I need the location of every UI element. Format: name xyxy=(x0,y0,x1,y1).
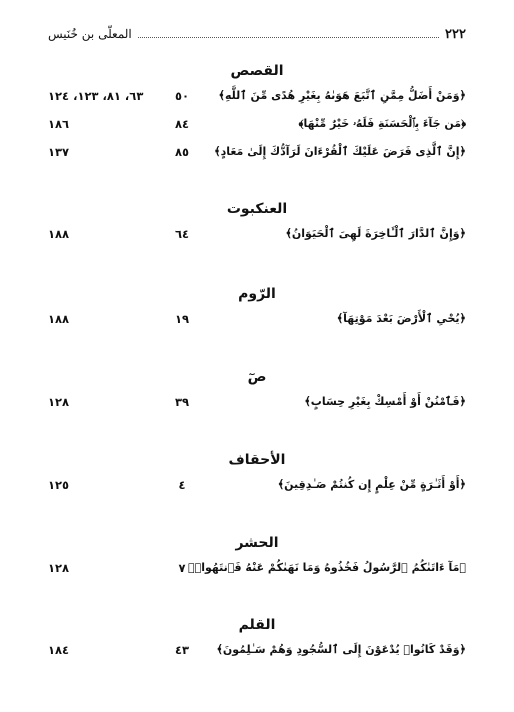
surah-title: العنكبوت xyxy=(226,201,288,217)
running-title: المعلّى بن خُنَيس xyxy=(48,27,132,41)
verse-text: ﴿مَآ ءَاتَىٰكُمُ ٱلرَّسُولُ فَخُذُوهُ وَمَا نَهَىٰكُمْ عَنْهُ فَٱنتَهُوا۟﴾ xyxy=(188,561,466,574)
header-dotted-leader xyxy=(138,37,439,38)
verse-row xyxy=(48,636,466,664)
surah-title: الرّوم xyxy=(238,286,276,302)
surah-title: صٓ xyxy=(247,369,267,385)
verse-text: ﴿يُحْىِ ٱلْأَرْضَ بَعْدَ مَوْتِهَآ﴾ xyxy=(336,312,466,325)
verse-text: ﴿وَإِنَّ ٱلدَّارَ ٱلْـَٔاخِرَةَ لَهِىَ ٱلْحَيَوَانُ﴾ xyxy=(285,227,466,240)
verse-text: ﴿مَن جَآءَ بِٱلْحَسَنَةِ فَلَهُۥ خَيْرٌ مِّنْهَا﴾ xyxy=(298,117,466,130)
surah-title: الحشر xyxy=(235,535,279,551)
verse-row xyxy=(48,305,466,333)
surah-section-ahqaf xyxy=(48,449,466,499)
ayah-number: ٤ xyxy=(178,478,186,492)
page-references: ١٢٨ xyxy=(48,395,70,409)
page-references: ٦٣، ٨١، ١٢٣، ١٢٤ xyxy=(48,89,144,103)
verse-row xyxy=(48,388,466,416)
verse-row xyxy=(48,220,466,248)
surah-section-rum xyxy=(48,283,466,333)
verse-row xyxy=(48,82,466,110)
surah-title: القصص xyxy=(230,63,284,79)
verse-text: ﴿إِنَّ ٱلَّذِى فَرَضَ عَلَيْكَ ٱلْقُرْءَانَ لَرَآدُّكَ إِلَىٰ مَعَادٍ﴾ xyxy=(214,145,466,158)
verse-row xyxy=(48,554,466,582)
surah-section-ankabut xyxy=(48,198,466,248)
verse-row xyxy=(48,110,466,138)
surah-section-hashr xyxy=(48,532,466,582)
ayah-number: ٨٥ xyxy=(174,145,190,159)
verse-text: ﴿أَوْ أَثَـٰرَةٍ مِّنْ عِلْمٍ إِن كُنتُمْ صَـٰدِقِينَ﴾ xyxy=(277,478,466,491)
surah-section-qasas xyxy=(48,60,466,166)
verse-text: ﴿وَمَنْ أَضَلُّ مِمَّنِ ٱتَّبَعَ هَوَىٰهُ بِغَيْرِ هُدًى مِّنَ ٱللَّهِ﴾ xyxy=(218,89,466,102)
ayah-number: ٣٩ xyxy=(174,395,190,409)
surah-title: القلم xyxy=(238,617,276,633)
ayah-number: ٤٣ xyxy=(174,643,190,657)
page-references: ١٣٧ xyxy=(48,145,70,159)
verse-text: ﴿وَقَدْ كَانُوا۟ يُدْعَوْنَ إِلَى ٱلسُّجُودِ وَهُمْ سَـٰلِمُونَ﴾ xyxy=(216,643,466,656)
ayah-number: ٥٠ xyxy=(174,89,190,103)
page-references: ١٨٨ xyxy=(48,312,70,326)
surah-title: الأحقاف xyxy=(228,452,286,468)
page-references: ١٢٥ xyxy=(48,478,70,492)
surah-section-qalam xyxy=(48,614,466,664)
surah-section-sad xyxy=(48,366,466,416)
page-references: ١٨٤ xyxy=(48,643,70,657)
verse-row xyxy=(48,138,466,166)
page-references: ١٨٦ xyxy=(48,117,70,131)
page-references: ١٢٨ xyxy=(48,561,70,575)
page-number: ٢٢٢ xyxy=(445,26,466,42)
verse-text: ﴿فَٱمْنُنْ أَوْ أَمْسِكْ بِغَيْرِ حِسَابٍ﴾ xyxy=(304,395,466,408)
running-header xyxy=(48,24,466,44)
verse-row xyxy=(48,471,466,499)
page-references: ١٨٨ xyxy=(48,227,70,241)
ayah-number: ٧ xyxy=(178,561,186,575)
ayah-number: ١٩ xyxy=(174,312,190,326)
ayah-number: ٦٤ xyxy=(174,227,190,241)
ayah-number: ٨٤ xyxy=(174,117,190,131)
